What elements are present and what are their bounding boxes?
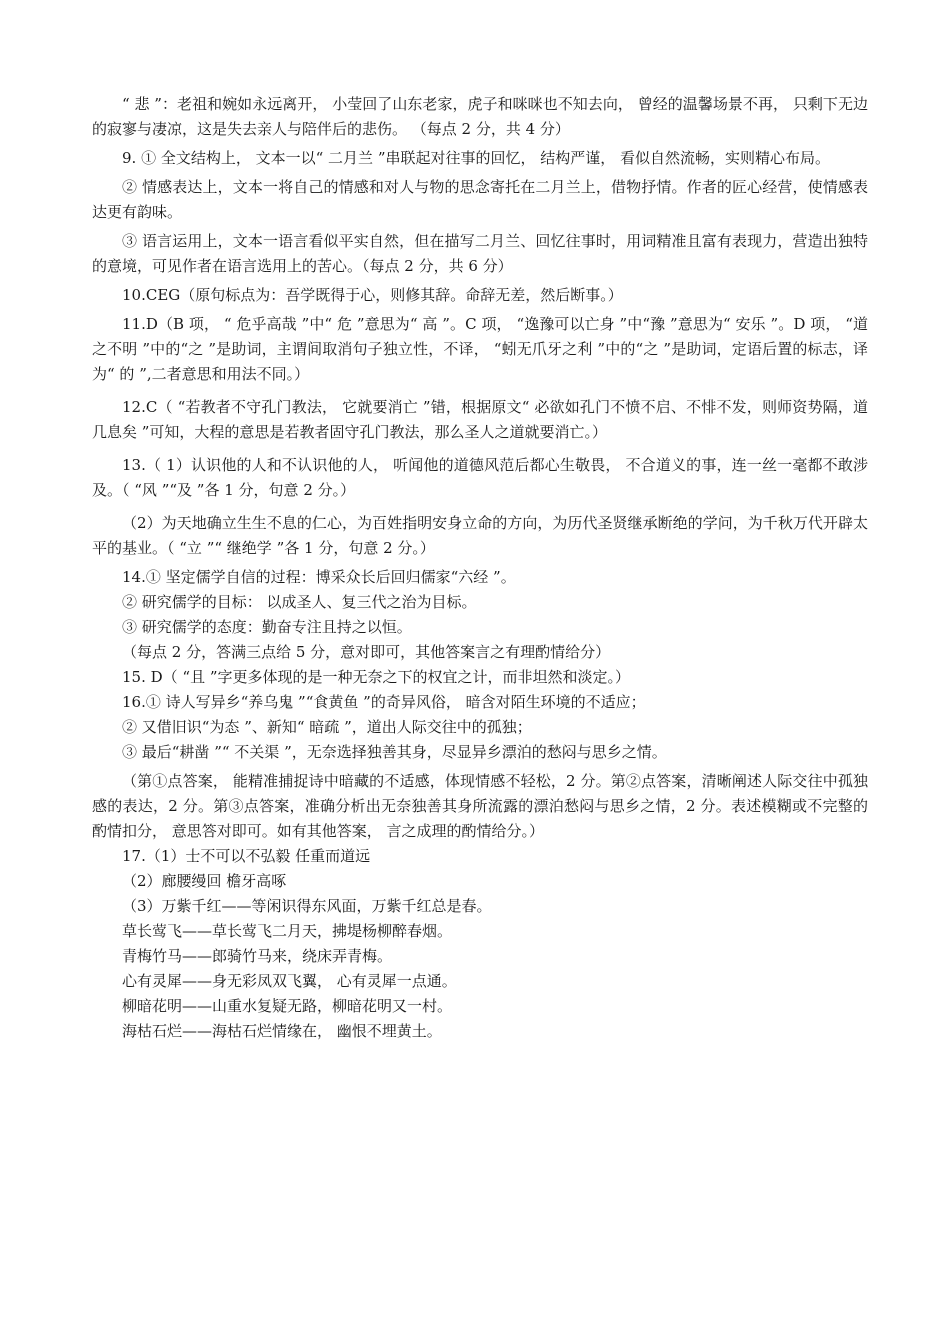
answer-9-point-2: ② 情感表达上，文本一将自己的情感和对人与物的思念寄托在二月兰上，借物抒情。作者的匠心经营，使情感表达更有韵味。 bbox=[92, 178, 868, 221]
idiom-line: 青梅竹马——郎骑竹马来，绕床弄青梅。 bbox=[122, 947, 393, 965]
answer-14-point-3: ③ 研究儒学的态度：勤奋专注且持之以恒。 bbox=[122, 618, 412, 636]
idiom-line: 草长莺飞——草长莺飞二月天，拂堤杨柳醉春烟。 bbox=[122, 922, 453, 940]
answer-8-sorrow: “ 悲 ”：老祖和婉如永远离开， 小莹回了山东老家，虎子和咪咪也不知去向， 曾经的温馨场景不再， 只剩下无边的寂寥与凄凉，这是失去亲人与陪伴后的悲伤。 （每点 2 分，共 4 分） bbox=[92, 95, 868, 138]
answer-9-point-1: 9. ① 全文结构上， 文本一以“ 二月兰 ”串联起对往事的回忆， 结构严谨， 看似自然流畅，实则精心布局。 bbox=[122, 149, 831, 167]
answer-16-point-1: 16.① 诗人写异乡“养乌鬼 ”“食黄鱼 ”的奇异风俗， 暗含对陌生环境的不适应； bbox=[122, 693, 646, 711]
answer-11: 11.D（B 项， “ 危乎高哉 ”中“ 危 ”意思为“ 高 ”。C 项， “逸豫可以亡身 ”中“豫 ”意思为“ 安乐 ”。D 项， “道之不明 ”中的“之 ”是助词，主谓间取消句子独立性，不译， “蚓无爪牙之利 ”中的“之 ”是助词，定语后置的标志，译为“ 的 ”,二者意思和用法不同。） bbox=[92, 315, 868, 383]
answer-17-part-3: （3）万紫千红——等闲识得东风面，万紫千红总是春。 bbox=[122, 897, 492, 915]
answer-14-point-1: 14.① 坚定儒学自信的过程：博采众长后回归儒家“六经 ”。 bbox=[122, 568, 516, 586]
answer-13-part-1: 13.（ 1）认识他的人和不认识他的人， 听闻他的道德风范后都心生敬畏， 不合道义的事，连一丝一毫都不敢涉及。（ “风 ”“及 ”各 1 分，句意 2 分。） bbox=[92, 456, 868, 499]
answer-16-scoring: （第①点答案， 能精准捕捉诗中暗藏的不适感，体现情感不轻松，2 分。第②点答案，清晰阐述人际交往中孤独感的表达，2 分。第③点答案，准确分析出无奈独善其身所流露的漂泊愁闷与思乡之情，2 分。表述模糊或不完整的酌情扣分， 意思答对即可。如有其他答案， 言之成理的酌情给分。） bbox=[92, 772, 868, 840]
answer-13-part-2: （2）为天地确立生生不息的仁心，为百姓指明安身立命的方向，为历代圣贤继承断绝的学问，为千秋万代开辟太平的基业。（ “立 ”“ 继绝学 ”各 1 分，句意 2 分。） bbox=[92, 514, 868, 557]
answer-12: 12.C（ “若教者不守孔门教法， 它就要消亡 ”错，根据原文“ 必欲如孔门不愤不启、不悱不发，则师资势隔，道几息矣 ”可知，大程的意思是若教者固守孔门教法，那么圣人之道就要消亡。） bbox=[92, 398, 868, 441]
answer-10: 10.CEG（原句标点为：吾学既得于心，则修其辞。命辞无差，然后断事。） bbox=[122, 286, 623, 304]
answer-16-point-2: ② 又借旧识“为态 ”、新知“ 暗疏 ”，道出人际交往中的孤独； bbox=[122, 718, 532, 736]
answer-15: 15. D（ “且 ”字更多体现的是一种无奈之下的权宜之计，而非坦然和淡定。） bbox=[122, 668, 631, 686]
answer-key-page bbox=[92, 92, 868, 1044]
idiom-line: 心有灵犀——身无彩凤双飞翼， 心有灵犀一点通。 bbox=[122, 972, 457, 990]
answer-17-part-1: 17.（1）士不可以不弘毅 任重而道远 bbox=[122, 847, 371, 865]
answer-16-point-3: ③ 最后“耕凿 ”“ 不关渠 ”，无奈选择独善其身，尽显异乡漂泊的愁闷与思乡之情。 bbox=[122, 743, 667, 761]
idiom-line: 柳暗花明——山重水复疑无路，柳暗花明又一村。 bbox=[122, 997, 453, 1015]
idiom-line: 海枯石烂——海枯石烂情缘在， 幽恨不埋黄土。 bbox=[122, 1022, 442, 1040]
answer-9-point-3: ③ 语言运用上，文本一语言看似平实自然，但在描写二月兰、回忆往事时，用词精准且富有表现力，营造出独特的意境，可见作者在语言选用上的苦心。（每点 2 分，共 6 分） bbox=[92, 232, 868, 275]
answer-14-scoring: （每点 2 分，答满三点给 5 分，意对即可，其他答案言之有理酌情给分） bbox=[122, 643, 611, 661]
answer-14-point-2: ② 研究儒学的目标： 以成圣人、复三代之治为目标。 bbox=[122, 593, 477, 611]
answer-17-part-2: （2）廊腰缦回 檐牙高啄 bbox=[122, 872, 287, 890]
